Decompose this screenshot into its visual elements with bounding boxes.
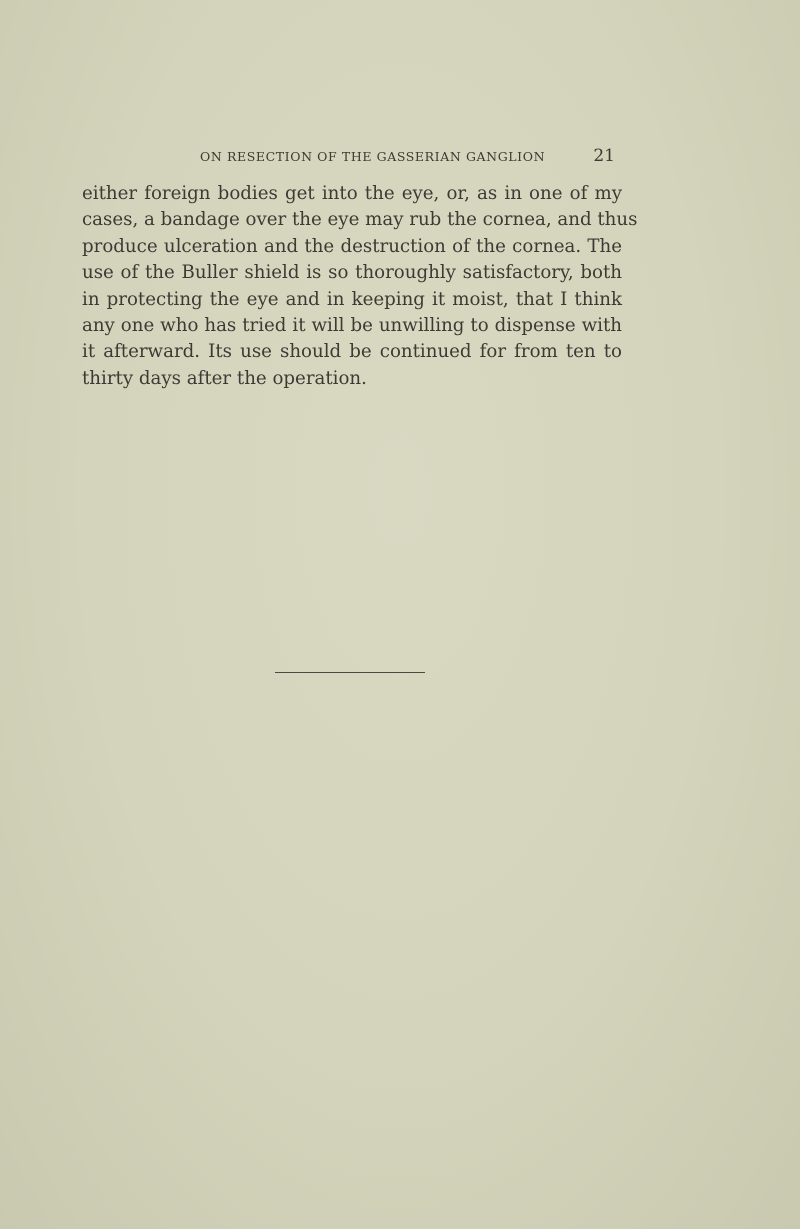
page-number: 21 — [593, 146, 615, 166]
text-line: in protecting the eye and in keeping it moist, that I think — [82, 288, 622, 310]
running-head — [82, 146, 615, 169]
body-paragraph — [82, 181, 638, 392]
text-line: either foreign bodies get into the eye, or, as in one of my — [82, 183, 622, 204]
text-line: use of the Buller shield is so thoroughly satisfactory, both — [82, 262, 622, 284]
text-line: cases, a bandage over the eye may rub the cornea, and thus — [82, 209, 638, 231]
running-title: ON RESECTION OF THE GASSERIAN GANGLION — [200, 149, 546, 164]
text-line: it afterward. Its use should be continued for from ten to — [82, 341, 622, 363]
text-line: produce ulceration and the destruction of the cornea. The — [82, 235, 622, 257]
section-end-rule — [275, 672, 425, 673]
text-line: thirty days after the operation. — [82, 367, 367, 389]
text-line: any one who has tried it will be unwilling to dispense with — [82, 315, 622, 337]
